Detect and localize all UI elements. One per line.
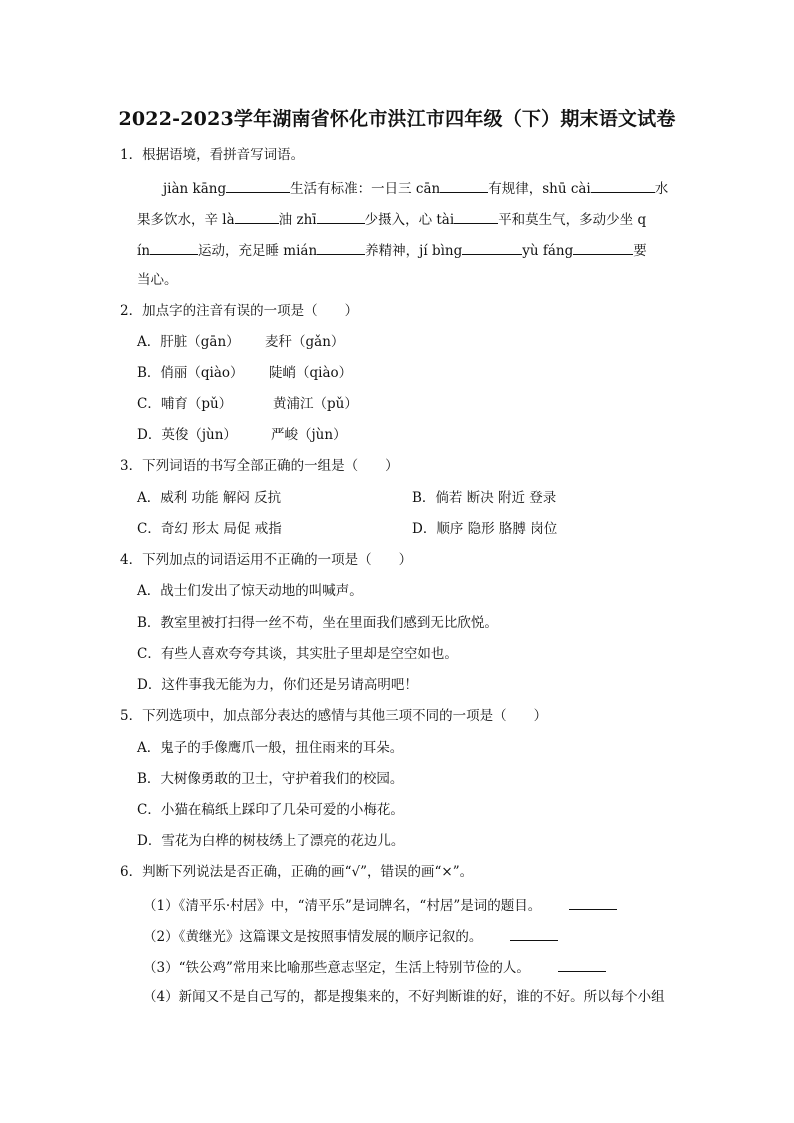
- q3-stem: 3．下列词语的书写全部正确的一组是（ ）: [120, 458, 399, 474]
- q4-option-b: B．教室里被打扫得一丝不苟，坐在里面我们感到无比欣悦。: [137, 615, 498, 631]
- q4-option-a: A．战士们发出了惊天动地的叫喊声。: [137, 583, 363, 599]
- q2-d-word1: D．英俊（jùn）: [137, 427, 237, 443]
- q2-a-word1: A．肝脏（gān）: [137, 334, 240, 350]
- q6-item-3-text: （3）“铁公鸡”常用来比喻那些意志坚定，生活上特别节俭的人。: [143, 960, 530, 976]
- q6-stem: 6．判断下列说法是否正确，正确的画“√”，错误的画“×”。: [120, 864, 474, 880]
- q5-option-a: A．鬼子的手像鹰爪一般，扭住雨来的耳朵。: [137, 740, 404, 756]
- q1-l3-p2: 运动，充足睡 mián: [198, 243, 318, 259]
- q1-l3-p5: 要: [633, 243, 647, 259]
- q1-line-3: [120, 240, 647, 260]
- q2-option-a: [137, 333, 344, 351]
- q2-option-d: [137, 426, 347, 444]
- q1-l2-p1: 果多饮水，辛 là: [137, 212, 235, 228]
- q6-item-1: [143, 895, 617, 915]
- q1-stem: 1．根据语境，看拼音写词语。: [120, 147, 305, 163]
- q3-option-a: A．威利 功能 解闷 反抗: [137, 490, 282, 506]
- blank[interactable]: [591, 178, 655, 193]
- q5-option-b: B．大树像勇敢的卫士，守护着我们的校园。: [137, 771, 404, 787]
- q6-item-3: [143, 957, 606, 977]
- blank[interactable]: [454, 209, 498, 224]
- blank[interactable]: [226, 178, 290, 193]
- answer-blank[interactable]: [569, 895, 617, 910]
- q5-stem: 5．下列选项中，加点部分表达的感情与其他三项不同的一项是（ ）: [120, 708, 548, 724]
- q6-item-2-text: （2）《黄继光》这篇课文是按照事情发展的顺序记叙的。: [143, 929, 483, 945]
- blank[interactable]: [317, 209, 365, 224]
- blank[interactable]: [317, 240, 365, 255]
- blank[interactable]: [462, 240, 522, 255]
- blank[interactable]: [573, 240, 633, 255]
- q6-item-4: （4）新闻又不是自己写的，都是搜集来的，不好判断谁的好，谁的不好。所以每个小组: [143, 989, 665, 1005]
- q2-stem: 2．加点字的注音有误的一项是（ ）: [120, 303, 359, 319]
- q2-d-word2: 严峻（jùn）: [271, 427, 347, 443]
- q1-l2-p2: 油 zhī: [278, 212, 317, 228]
- blank[interactable]: [235, 209, 279, 224]
- q4-option-c: C．有些人喜欢夸夸其谈，其实肚子里却是空空如也。: [137, 646, 458, 662]
- exam-title: 2022-2023学年湖南省怀化市洪江市四年级（下）期末语文试卷: [118, 108, 676, 130]
- q1-l3-p1: ín: [137, 243, 151, 259]
- q1-line-2: [120, 209, 646, 229]
- q6-item-1-text: （1）《清平乐·村居》中，“清平乐”是词牌名，“村居”是词的题目。: [143, 898, 542, 914]
- answer-blank[interactable]: [510, 926, 558, 941]
- q1-l1-p2: 生活有标准：一日三 cān: [290, 181, 441, 197]
- blank[interactable]: [150, 240, 198, 255]
- q5-option-d: D．雪花为白桦的树枝绣上了漂亮的花边儿。: [137, 833, 405, 849]
- q2-c-word1: C．哺育（pǔ）: [137, 396, 233, 412]
- q2-c-word2: 黄浦江（pǔ）: [273, 396, 358, 412]
- q1-l3-p4: yù fáng: [522, 243, 574, 259]
- q1-l2-p4: 平和莫生气，多动少坐 q: [498, 212, 647, 228]
- q1-l4-p1: 当心。: [137, 272, 178, 288]
- q1-line-4: [120, 271, 178, 289]
- q2-option-b: [137, 364, 352, 382]
- q1-l3-p3: 养精神，jí bìng: [365, 243, 463, 259]
- q3-option-d: D．顺序 隐形 胳膊 岗位: [412, 521, 558, 537]
- q1-l1-p1: jiàn kāng: [163, 181, 227, 197]
- q2-a-word2: 麦秆（gǎn）: [265, 334, 345, 350]
- q3-option-c: C．奇幻 形太 局促 戒指: [137, 521, 282, 537]
- q1-line-1: [137, 178, 674, 198]
- q4-option-d: D．这件事我无能为力，你们还是另请高明吧！: [137, 677, 418, 693]
- q2-b-word1: B．俏丽（qiào）: [137, 365, 244, 381]
- blank[interactable]: [440, 178, 488, 193]
- q2-b-word2: 陡峭（qiào）: [269, 365, 353, 381]
- q2-option-c: [137, 395, 358, 413]
- q1-l2-p3: 少摄入，心 tài: [364, 212, 455, 228]
- q6-item-2: [143, 926, 558, 946]
- q1-l1-p4: 水: [654, 181, 669, 197]
- q5-option-c: C．小猫在稿纸上踩印了几朵可爱的小梅花。: [137, 802, 404, 818]
- q1-l1-p3: 有规律，shū cài: [488, 181, 591, 197]
- answer-blank[interactable]: [558, 957, 606, 972]
- q3-option-b: B．倘若 断决 附近 登录: [412, 490, 557, 506]
- q4-stem: 4．下列加点的词语运用不正确的一项是（ ）: [120, 552, 413, 568]
